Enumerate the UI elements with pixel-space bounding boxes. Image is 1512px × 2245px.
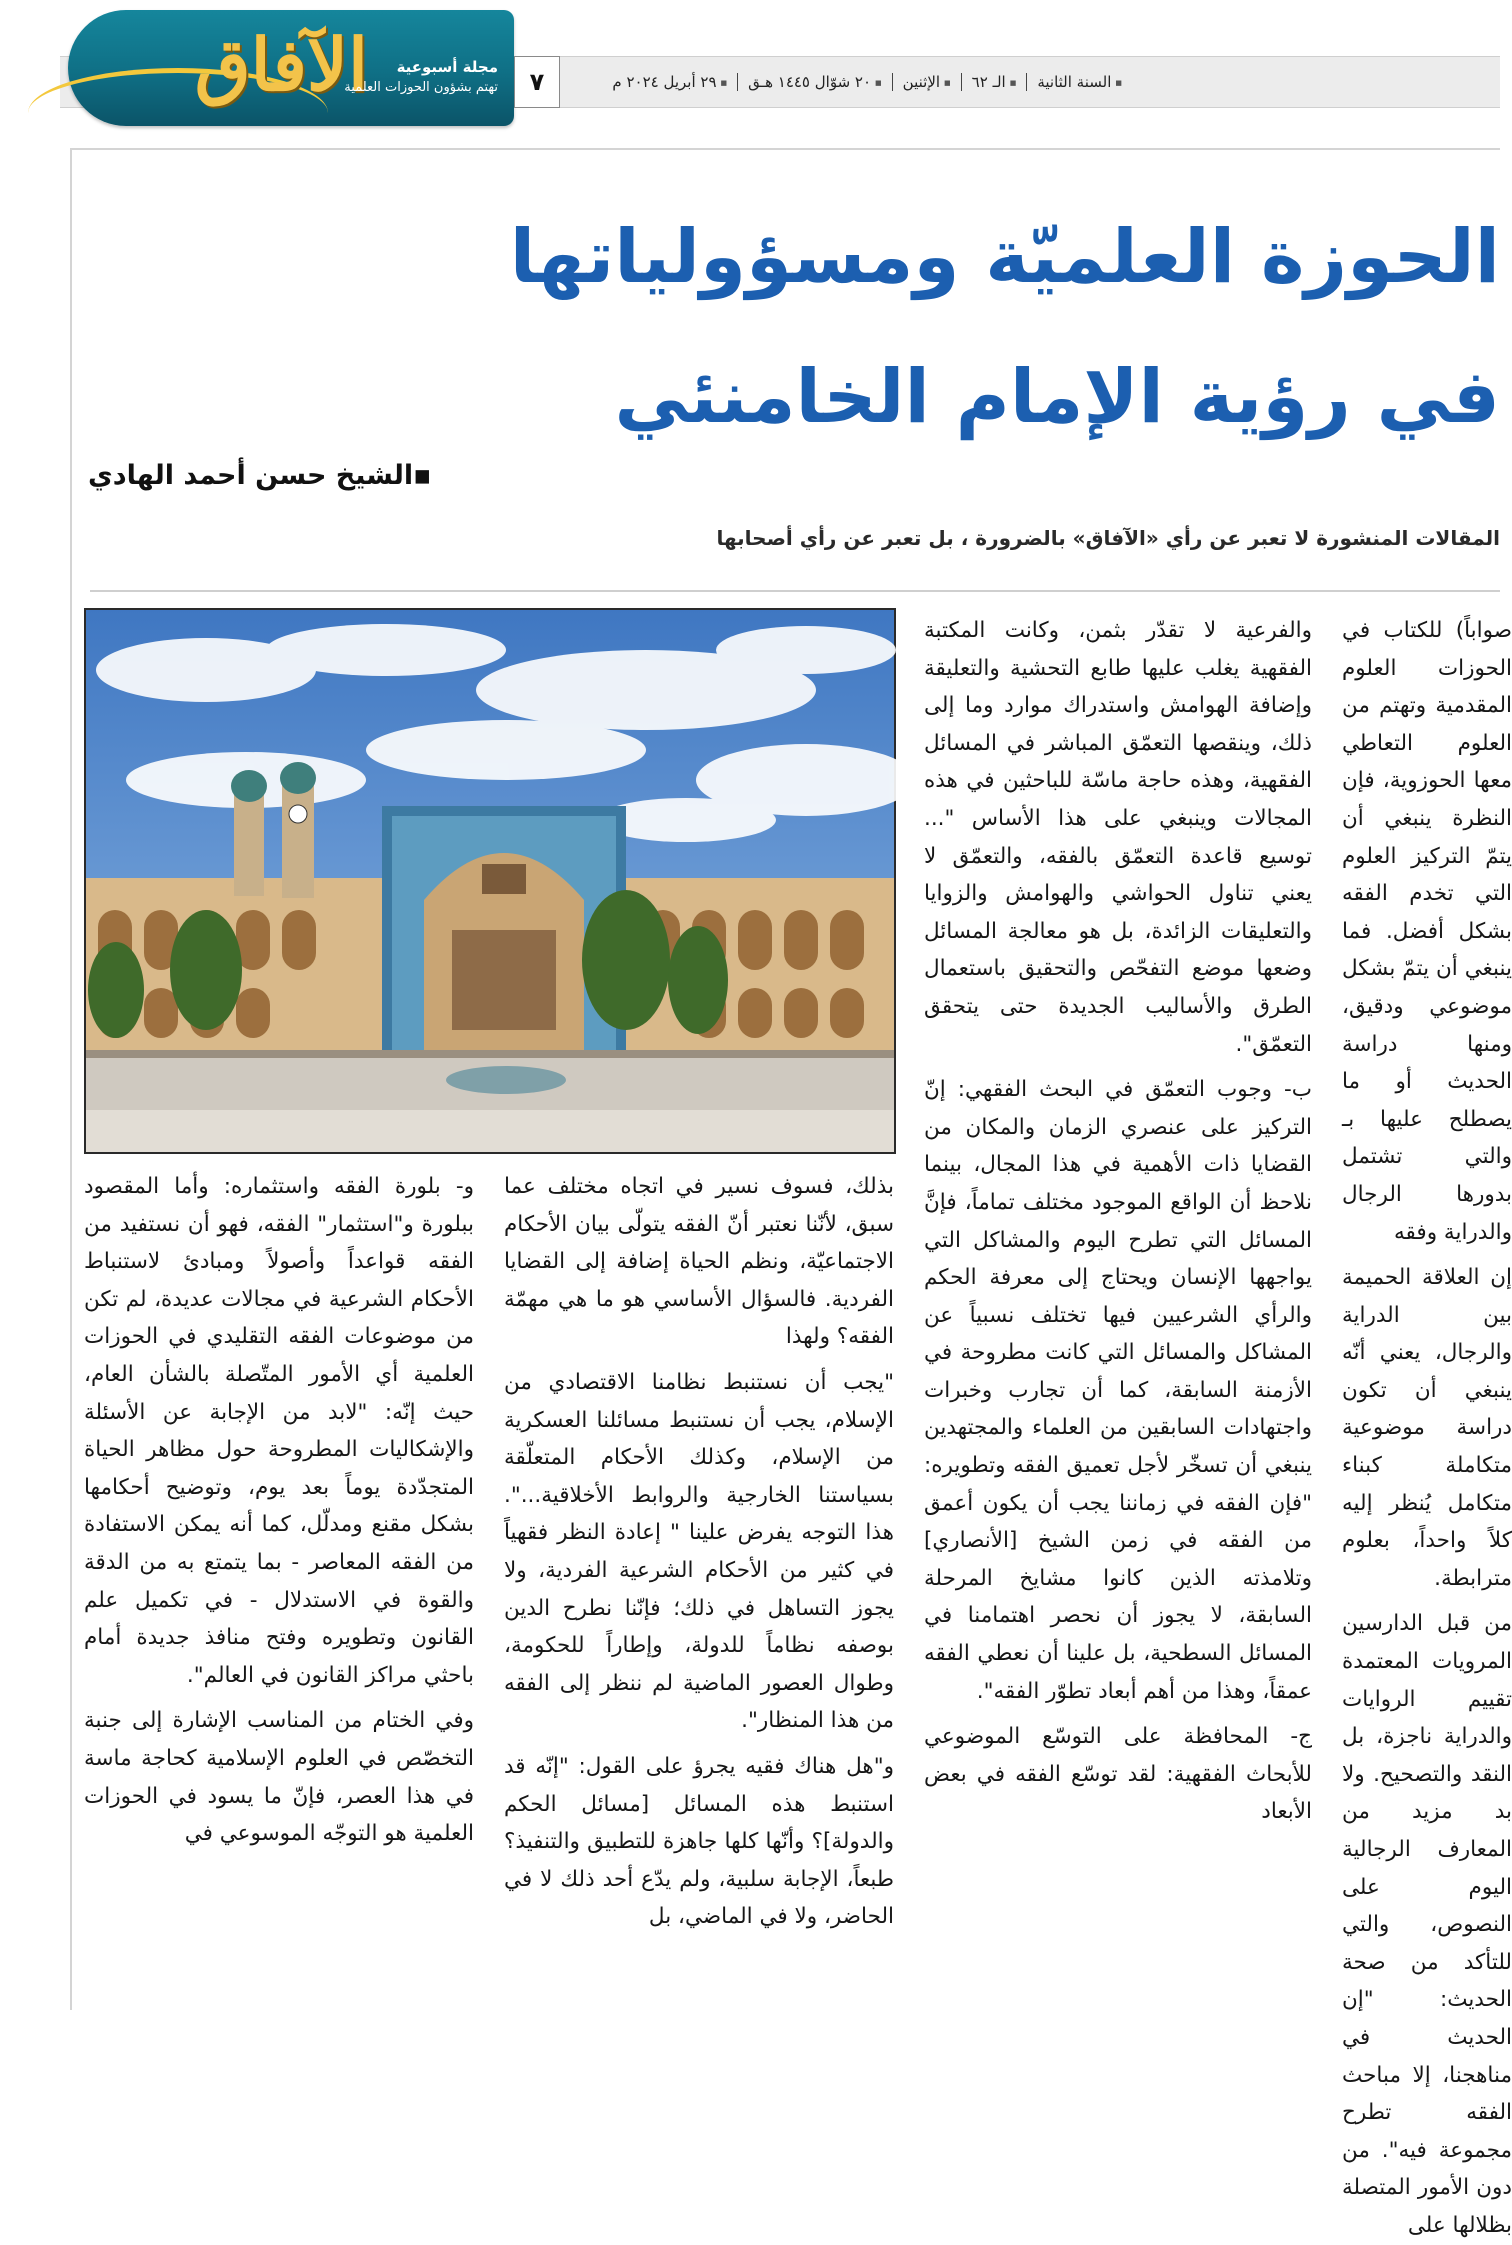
alafaq-logo (68, 10, 514, 126)
issue-weekday: ■ الإثنين (893, 73, 961, 91)
paragraph: ب- وجوب التعمّق في البحث الفقهي: إنّ التركيز على عنصري الزمان والمكان من القضايا ذات الأهمية في هذا المجال، بينما نلاحظ أن الواقع الموجود مختلف تماماً، فإنَّ المسائل التي تطرح اليوم والمشاكل التي يواجهها الإنسان ويحتاج إلى معرفة الحكم والرأي الشرعيين فيها تختلف نسبياً عن المشاكل والمسائل التي كانت مطروحة في الأزمنة السابقة، كما أن تجارب وخبرات واجتهادات السابقين من العلماء والمجتهدين ينبغي أن تسخّر لأجل تعميق الفقه وتطويره: "فإن الفقه في زماننا يجب أن يكون أعمق من الفقه في زمن الشيخ [الأنصاري] وتلامذته الذين كانوا مشايخ المرحلة السابقة، لا يجوز أن نحصر اهتمامنا في المسائل السطحية، بل علينا أن نعطي الفقه عمقاً، وهذا من أهم أبعاد تطوّر الفقه". (924, 1077, 1312, 1704)
seminary-photo (84, 608, 896, 1154)
paving (86, 1110, 894, 1152)
info-divider (1026, 73, 1027, 91)
issue-year: ■ السنة الثانية (1027, 73, 1132, 91)
text-column-3 (924, 612, 1312, 2010)
paragraph: من قبل الدارسين المرويات المعتمدة تقييم الروايات والدراية ناجزة، بل النقد والتصحيح. ولا بد مزيد من المعارف الرجالية اليوم على النصوص، والتي للتأكد من صحة الحديث: "إن الحديث في مناهجنا، إلا مباحث الفقه تطرح مجموعة فيه". من دون الأمور المتصلة بظلالها على (1342, 1611, 1512, 2238)
left-tower (234, 786, 264, 896)
paragraph: وفي الختام من المناسب الإشارة إلى جنبة التخصّص في العلوم الإسلامية كحاجة ماسة في هذا العصر، فإنّ ما يسود في الحوزات العلمية هو التوجّه الموسوعي في (84, 1708, 474, 1847)
fountain (446, 1066, 566, 1094)
portrait-frame (482, 864, 526, 894)
clock-face (289, 805, 307, 823)
text-column-right (1342, 612, 1512, 2238)
paragraph: "يجب أن نستنبط نظامنا الاقتصادي من الإسلام، يجب أن نستنبط مسائلنا العسكرية من الإسلام، وكذلك الأحكام المتعلّقة بسياستنا الخارجية والروابط الأخلاقية...". هذا التوجه يفرض علينا " إعادة النظر فقهياً في كثير من الأحكام الشرعية الفردية، ولا يجوز التساهل في ذلك؛ فإنّنا نطرح الدين بوصفه نظاماً للدولة، وإطاراً للحكومة، وطوال العصور الماضية لم ننظر إلى الفقه من هذا المنظار". (504, 1369, 894, 1734)
paragraph: إن العلاقة الحميمة بين الدراية والرجال، يعني أنّه ينبغي أن تكون دراسة موضوعية متكاملة كبناء متكامل يُنظر إليه كلاً واحداً، بعلوم مترابطة. (1342, 1265, 1512, 1591)
courtyard-edge (86, 1050, 894, 1058)
article-frame-left (70, 148, 72, 2010)
issue-info (566, 56, 1132, 108)
right-dome (280, 762, 316, 794)
paragraph: بذلك، فسوف نسير في اتجاه مختلف عما سبق، لأنّنا نعتبر أنّ الفقه يتولّى بيان الأحكام الاجتماعيّة، ونظم الحياة إضافة إلى القضايا الفردية. فالسؤال الأساسي هو ما هي مهمّة الفقه؟ ولهذا (504, 1174, 894, 1350)
logo-title: الآفاق (194, 22, 368, 107)
disclaimer: المقالات المنشورة لا تعبر عن رأي «الآفاق» بالضرورة ، بل تعبر عن رأي أصحابها (716, 526, 1500, 550)
text-column-1 (84, 1168, 474, 2010)
left-dome (231, 770, 267, 802)
issue-gregorian-date: ■ ٢٩ أبريل ٢٠٢٤ م (602, 73, 737, 91)
seminary-illustration (86, 610, 894, 1152)
paragraph: ج- المحافظة على التوسّع الموضوعي للأبحاث الفقهية: لقد توسّع الفقه في بعض الأبعاد (924, 1724, 1312, 1825)
paragraph: و- بلورة الفقه واستثماره: وأما المقصود ببلورة و"استثمار" الفقه، فهو أن نستفيد من الفقه قواعداً وأصولاً ومبادئ لاستنباط الأحكام الشرعية في مجالات عديدة، لم تكن من موضوعات الفقه التقليدي في الحوزات العلمية أي الأمور المتّصلة بالشأن العام، حيث إنّه: "لابد من الإجابة عن الأسئلة والإشكاليات المطروحة حول مظاهر الحياة المتجدّدة يوماً بعد يوم، وتوضيح أحكامها بشكل مقنع ومدلّل، كما أنه يمكن الاستفادة من الفقه المعاصر - بما يتمتع به من الدقة والقوة في الاستدلال - في تكميل علم القانون وتطويره وفتح منافذ جديدة أمام باحثي مراكز القانون في العالم". (84, 1174, 474, 1688)
headline-line-1: الحوزة العلميّة ومسؤولياتها (509, 214, 1500, 300)
info-divider (737, 73, 738, 91)
paragraph: صواباً) للكتاب في الحوزات العلوم المقدمية وتهتم من العلوم التعاطي معها الحوزوية، فإن النظرة ينبغي أن يتمّ التركيز العلوم التي تخدم الفقه بشكل أفضل. فما ينبغي أن يتمّ بشكل موضوعي ودقيق، ومنها دراسة الحديث أو ما يصطلح عليها بـ والتي تشتمل بدورها الرجال والدراية وفقه (1342, 618, 1512, 1245)
info-divider (961, 73, 962, 91)
author-byline: ▪الشيخ حسن أحمد الهادي (88, 460, 432, 491)
headline-line-2: في رؤية الإمام الخامنئي (614, 354, 1500, 440)
section-divider (90, 590, 1500, 592)
logo-subtitle-2: تهتم بشؤون الحوزات العلمية (344, 80, 498, 95)
info-divider (892, 73, 893, 91)
article-frame-top (70, 148, 1500, 150)
paragraph: والفرعية لا تقدّر بثمن، وكانت المكتبة الفقهية يغلب عليها طابع التحشية والتعليقة وإضافة الهوامش واستدراك موارد وما إلى ذلك، وينقصها التعمّق المباشر في المسائل الفقهية، وهذه حاجة ماسّة للباحثين في هذه المجالات وينبغي على هذا الأساس "... توسيع قاعدة التعمّق بالفقه، والتعمّق لا يعني تناول الحواشي والهوامش والزوايا والتعليقات الزائدة، بل هو معالجة المسائل وضعها موضع التفحّص والتحقيق باستعمال الطرق والأساليب الجديدة حتى يتحقق التعمّق". (924, 618, 1312, 1057)
text-column-2 (504, 1168, 894, 2010)
portal-window (452, 930, 556, 1030)
issue-number: ■ الـ ٦٢ (962, 73, 1027, 91)
right-tower (282, 778, 314, 898)
paragraph: و"هل هناك فقيه يجرؤ على القول: "إنّه قد استنبط هذه المسائل [مسائل الحكم والدولة]؟ وأنّها كلها جاهزة للتطبيق والتنفيذ؟ طبعاً، الإجابة سلبية، ولم يدّع أحد ذلك لا في الحاضر، ولا في الماضي، بل (504, 1753, 894, 1930)
issue-hijri-date: ■ ٢٠ شوّال ١٤٤٥ هـق (738, 73, 892, 91)
page-number: ٧ (514, 56, 560, 108)
logo-subtitle-1: مجلة أسبوعية (396, 58, 498, 76)
